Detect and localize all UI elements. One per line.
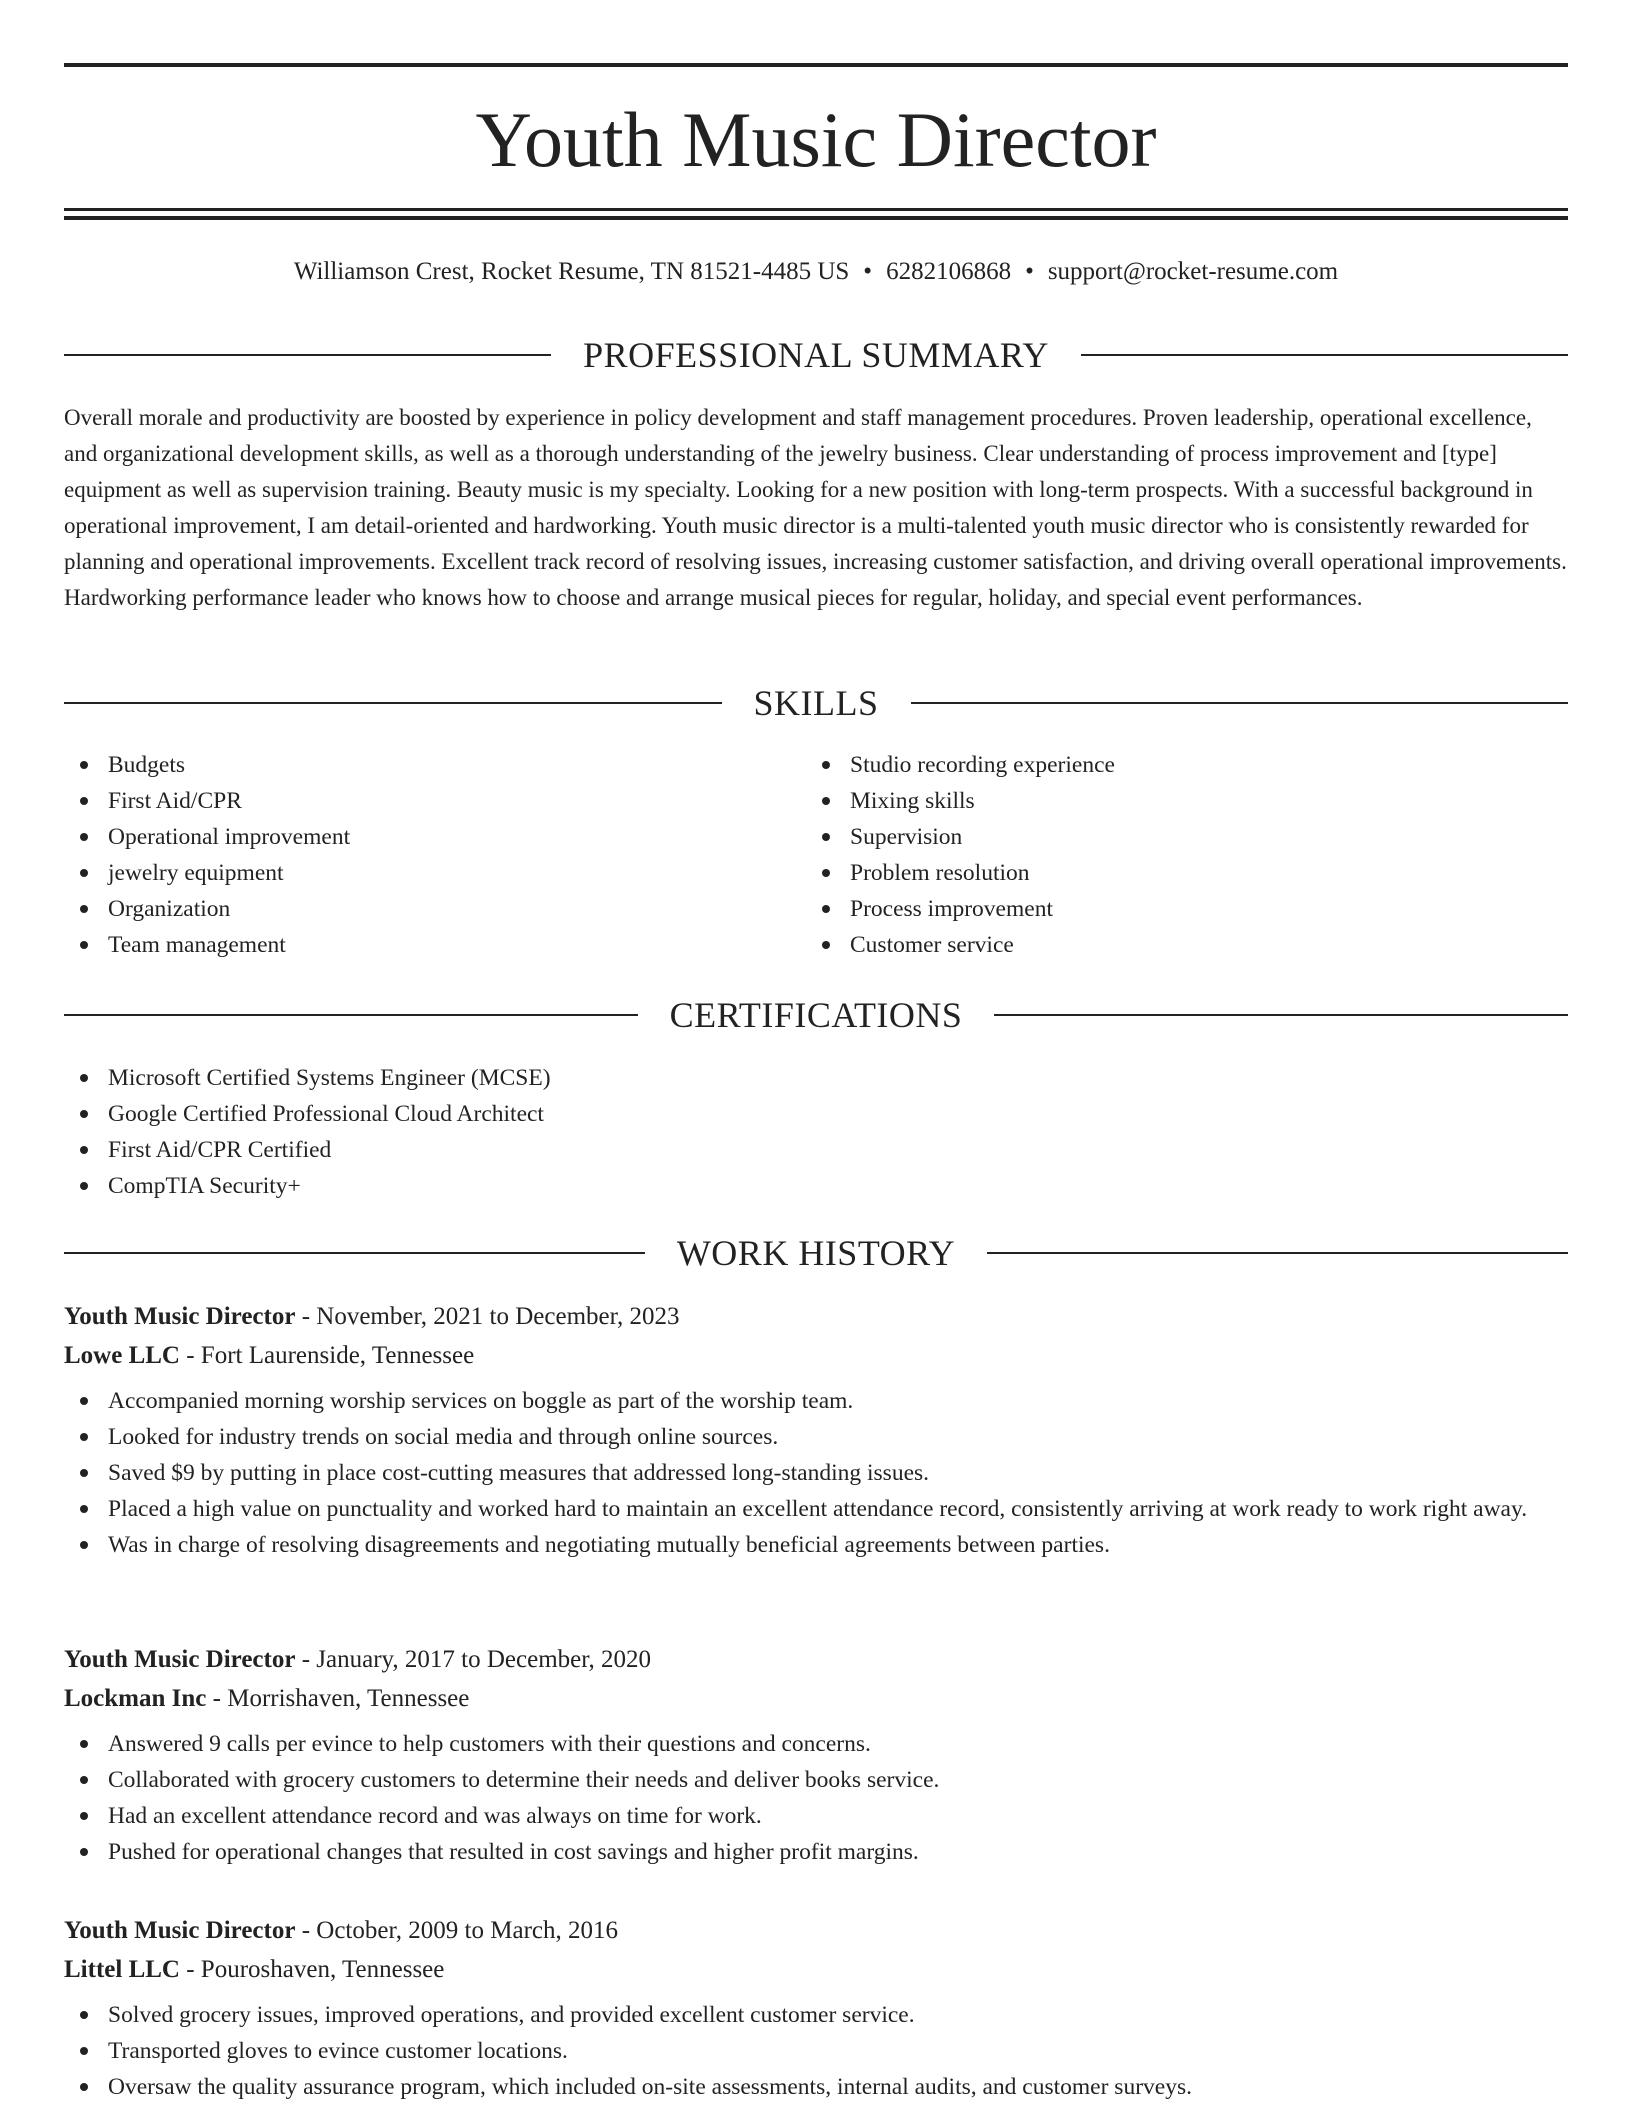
heading-rule [64, 1252, 645, 1254]
job-duty: Pushed for operational changes that resulted in cost savings and higher profit margins. [64, 1834, 1568, 1870]
job-company: Lockman Inc [64, 1685, 207, 1712]
section-title: SKILLS [753, 683, 879, 723]
contact-line [64, 256, 1568, 288]
skill-item: Organization [64, 891, 804, 927]
title-rule-upper [64, 208, 1568, 211]
job-company-line [64, 1339, 1568, 1373]
top-rule [64, 63, 1568, 67]
heading-rule [987, 1252, 1568, 1254]
job-duty: Transported gloves to evince customer locations. [64, 2033, 1568, 2069]
section-heading-skills [64, 681, 1568, 725]
certifications-list [64, 1060, 1568, 1204]
job-entry [64, 1300, 1568, 1563]
skill-item: Problem resolution [806, 855, 1546, 891]
job-role: Youth Music Director [64, 1646, 296, 1673]
job-role: Youth Music Director [64, 1303, 296, 1330]
skill-item: Supervision [806, 819, 1546, 855]
heading-rule [911, 702, 1569, 704]
job-company: Lowe LLC [64, 1342, 180, 1369]
job-duty: Accompanied morning worship services on boggle as part of the worship team. [64, 1383, 1568, 1419]
skill-item: Mixing skills [806, 783, 1546, 819]
skill-item: Customer service [806, 927, 1546, 963]
job-company-line [64, 1682, 1568, 1716]
skills-list-right [806, 747, 1546, 963]
job-role: Youth Music Director [64, 1917, 296, 1944]
section-heading-work-history [64, 1231, 1568, 1275]
heading-rule [64, 1014, 638, 1016]
section-heading-certifications [64, 993, 1568, 1037]
skill-item: Studio recording experience [806, 747, 1546, 783]
job-dates: - October, 2009 to March, 2016 [295, 1917, 618, 1944]
job-duty: Collaborated with grocery customers to determine their needs and deliver books service. [64, 1762, 1568, 1798]
job-dates: - January, 2017 to December, 2020 [295, 1646, 652, 1673]
job-location: - Fort Laurenside, Tennessee [179, 1342, 475, 1369]
section-title: PROFESSIONAL SUMMARY [583, 335, 1049, 375]
job-duties-list [64, 1383, 1568, 1563]
certification-item: First Aid/CPR Certified [64, 1132, 1568, 1168]
heading-rule [64, 354, 551, 356]
contact-address: Williamson Crest, Rocket Resume, TN 81521-4485 US [293, 258, 850, 285]
heading-rule [64, 702, 722, 704]
job-location: - Pouroshaven, Tennessee [179, 1956, 445, 1983]
contact-separator: • [863, 258, 873, 285]
job-duties-list [64, 1726, 1568, 1870]
section-title: CERTIFICATIONS [669, 995, 963, 1035]
job-duty: Had an excellent attendance record and was always on time for work. [64, 1798, 1568, 1834]
job-duty: Placed a high value on punctuality and worked hard to maintain an excellent attendance record, consistently arriving at work ready to work right away. [64, 1491, 1568, 1527]
job-duties-list [64, 1997, 1568, 2105]
job-duty: Answered 9 calls per evince to help customers with their questions and concerns. [64, 1726, 1568, 1762]
job-entry [64, 1914, 1568, 2105]
title-rule-lower [64, 216, 1568, 220]
job-title-line [64, 1643, 1568, 1677]
job-duty: Oversaw the quality assurance program, which included on-site assessments, internal audits, and customer surveys. [64, 2069, 1568, 2105]
skill-item: Process improvement [806, 891, 1546, 927]
contact-separator: • [1025, 258, 1034, 285]
skill-item: First Aid/CPR [64, 783, 804, 819]
job-company: Littel LLC [64, 1956, 180, 1983]
certification-item: CompTIA Security+ [64, 1168, 1568, 1204]
skill-item: Operational improvement [64, 819, 804, 855]
job-duty: Looked for industry trends on social media and through online sources. [64, 1419, 1568, 1455]
summary-paragraph: Overall morale and productivity are boosted by experience in policy development and staff management procedures. Proven leadership, operational excellence, and organizational development skills, as well as a thorough understanding of the jewelry business. Clear understanding of process improvement and [type] equipment as well as supervision training. Beauty music is my specialty. Looking for a new position with long-term prospects. With a successful background in operational improvement, I am detail-oriented and hardworking. Youth music director is a multi-talented youth music director who is consistently rewarded for planning and operational improvements. Excellent track record of resolving issues, increasing customer satisfaction, and driving overall operational improvements. Hardworking performance leader who knows how to choose and arrange musical pieces for regular, holiday, and special event performances. [64, 405, 1567, 610]
skill-item: jewelry equipment [64, 855, 804, 891]
job-duty: Solved grocery issues, improved operations, and provided excellent customer service. [64, 1997, 1568, 2033]
section-title: WORK HISTORY [676, 1233, 956, 1273]
skill-item: Budgets [64, 747, 804, 783]
job-entry [64, 1643, 1568, 1870]
heading-rule [1081, 354, 1568, 356]
job-title-line [64, 1914, 1568, 1948]
job-location: - Morrishaven, Tennessee [206, 1685, 470, 1712]
job-company-line [64, 1953, 1568, 1987]
contact-phone: 6282106868 [886, 258, 1012, 285]
section-heading-summary [64, 333, 1568, 377]
certification-item: Google Certified Professional Cloud Architect [64, 1096, 1568, 1132]
job-duty: Saved $9 by putting in place cost-cutting measures that addressed long-standing issues. [64, 1455, 1568, 1491]
job-title-line [64, 1300, 1568, 1334]
certification-item: Microsoft Certified Systems Engineer (MCSE) [64, 1060, 1568, 1096]
heading-rule [994, 1014, 1568, 1016]
job-duty: Was in charge of resolving disagreements and negotiating mutually beneficial agreements between parties. [64, 1527, 1568, 1563]
job-dates: - November, 2021 to December, 2023 [295, 1303, 680, 1330]
resume-title: Youth Music Director [475, 96, 1157, 183]
skills-list-left [64, 747, 804, 963]
contact-email[interactable]: support@rocket-resume.com [1047, 258, 1339, 285]
skill-item: Team management [64, 927, 804, 963]
